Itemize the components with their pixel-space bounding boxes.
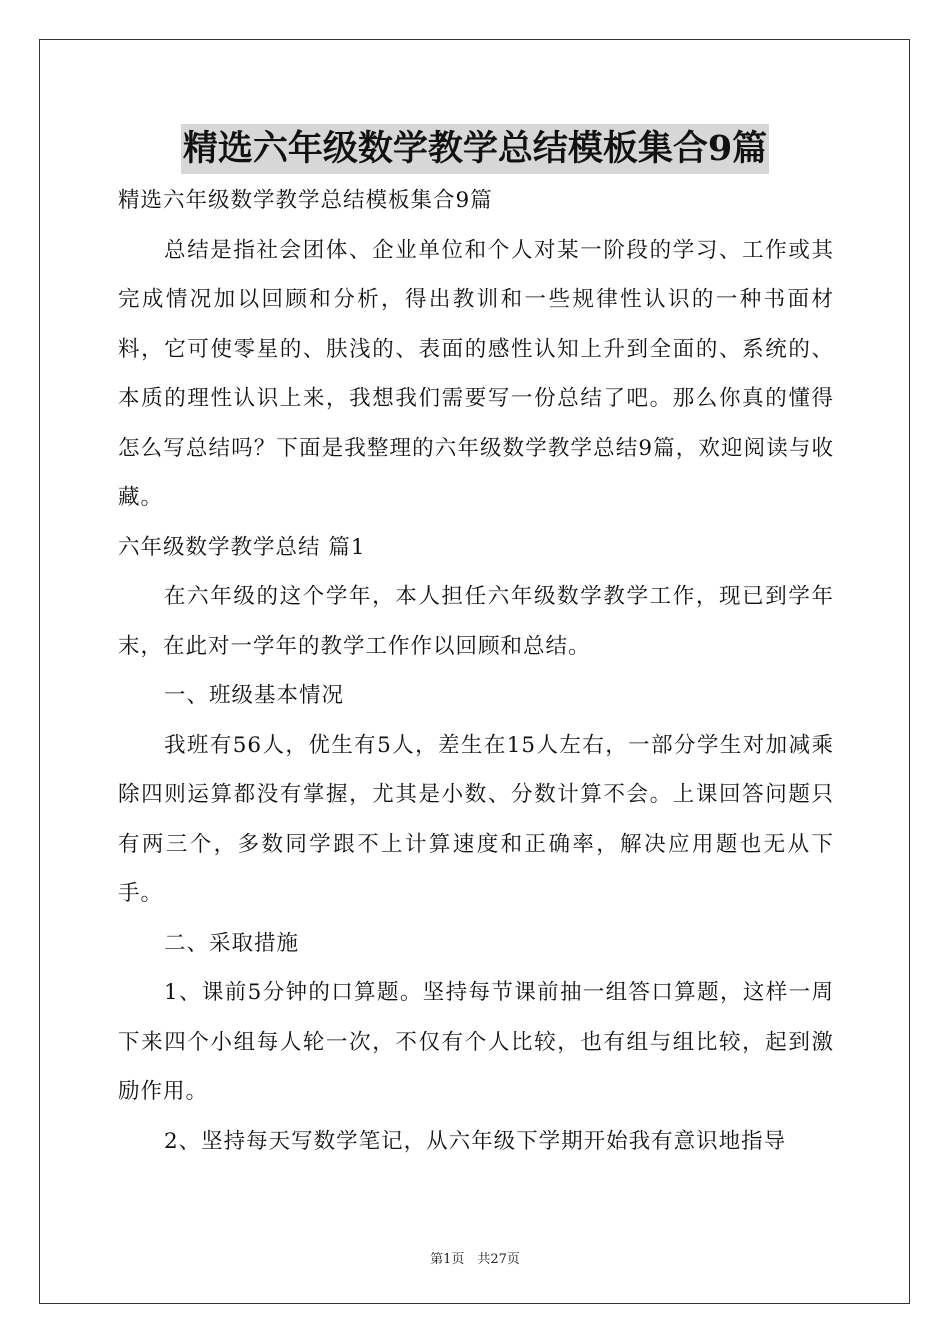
- page-footer: [0, 1248, 950, 1267]
- section-heading-measures: 二、采取措施: [164, 930, 300, 956]
- intro-paragraph: 总结是指社会团体、企业单位和个人对某一阶段的学习、工作或其完成情况加以回顾和分析，得出教训和一些规律性认识的一种书面材料，它可使零星的、肤浅的、表面的感性认知上升到全面的、系统的、本质的理性认识上来，我想我们需要写一份总结了吧。那么你真的懂得怎么写总结吗？下面是我整理的六年级数学教学总结9篇，欢迎阅读与收藏。: [118, 237, 834, 510]
- body-paragraph: 我班有56人，优生有5人，差生在15人左右，一部分学生对加减乘除四则运算都没有掌握，尤其是小数、分数计算不会。上课回答问题只有两三个，多数同学跟不上计算速度和正确率，解决应用题也无从下手。: [118, 732, 834, 906]
- document-body: [118, 176, 834, 1166]
- page-number: 第1页 共27页: [430, 1252, 520, 1267]
- document-subtitle: 精选六年级数学教学总结模板集合9篇: [118, 188, 493, 213]
- body-paragraph: 2、坚持每天写数学笔记，从六年级下学期开始我有意识地指导: [164, 1128, 787, 1154]
- section-heading-part1: 六年级数学教学总结 篇1: [118, 534, 366, 560]
- document-title: 精选六年级数学教学总结模板集合9篇: [181, 124, 769, 174]
- title-container: [0, 124, 950, 174]
- body-paragraph: 在六年级的这个学年，本人担任六年级数学教学工作，现已到学年末，在此对一学年的教学工作作以回顾和总结。: [118, 584, 834, 659]
- body-paragraph: 1、课前5分钟的口算题。坚持每节课前抽一组答口算题，这样一周下来四个小组每人轮一次，不仅有个人比较，也有组与组比较，起到激励作用。: [118, 980, 834, 1104]
- section-heading-class-situation: 一、班级基本情况: [164, 683, 345, 708]
